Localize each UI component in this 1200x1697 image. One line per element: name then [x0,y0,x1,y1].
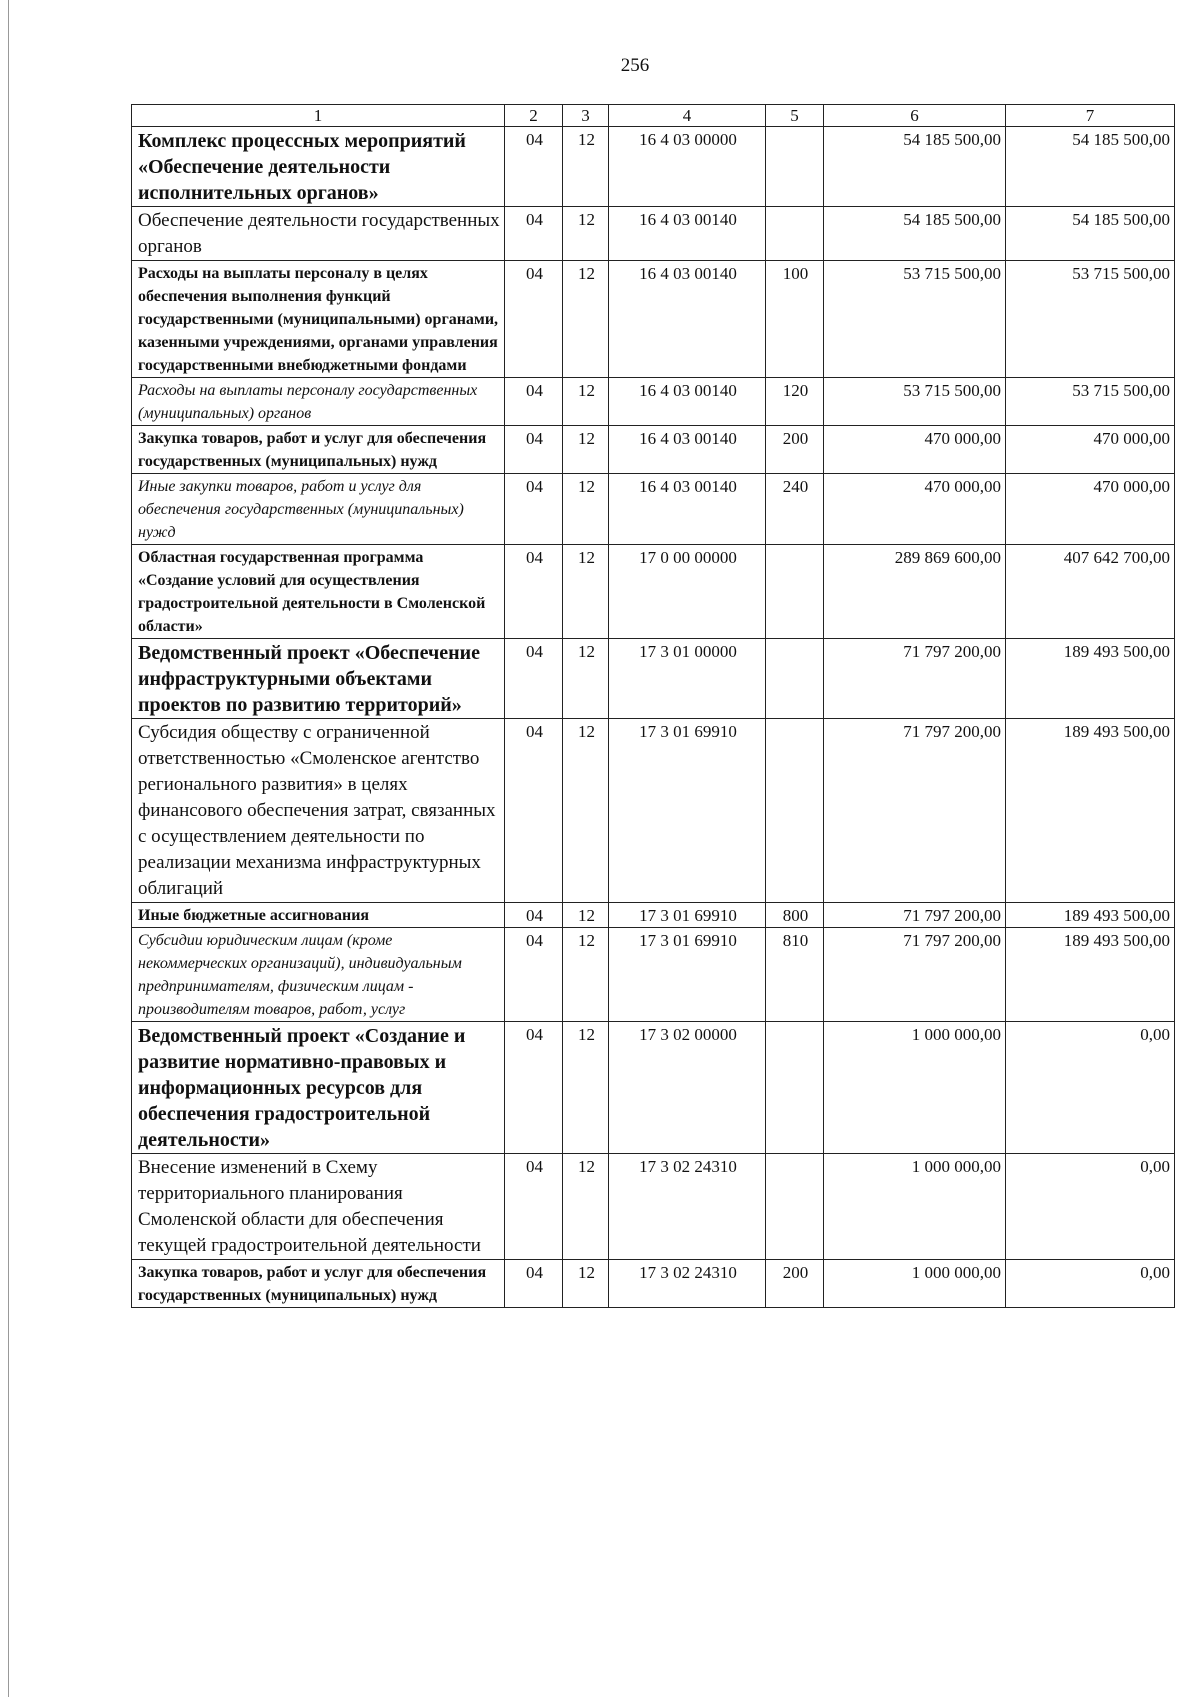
expense-type-cell [766,719,824,903]
amount-year2-cell: 53 715 500,00 [1006,378,1175,426]
amount-year1-cell: 53 715 500,00 [824,261,1006,378]
row-name-cell: Ведомственный проект «Создание и развитие нормативно-правовых и информационных ресурсов для обеспечения градостроительной деятельности» [132,1022,505,1154]
amount-year2-cell: 407 642 700,00 [1006,545,1175,639]
column-header: 2 [505,105,563,127]
section-code-cell: 04 [505,719,563,903]
table-row [132,1260,1175,1308]
target-article-cell: 16 4 03 00140 [609,261,766,378]
expense-type-cell: 200 [766,426,824,474]
section-code-cell: 04 [505,1260,563,1308]
column-number-row [132,105,1175,127]
table-row [132,207,1175,261]
amount-year1-cell: 54 185 500,00 [824,207,1006,261]
subsection-code-cell: 12 [563,127,609,207]
row-name-cell: Комплекс процессных мероприятий «Обеспечение деятельности исполнительных органов» [132,127,505,207]
table-row [132,1154,1175,1260]
row-name-cell: Закупка товаров, работ и услуг для обеспечения государственных (муниципальных) нужд [132,426,505,474]
amount-year1-cell: 1 000 000,00 [824,1260,1006,1308]
column-header: 7 [1006,105,1175,127]
subsection-code-cell: 12 [563,1260,609,1308]
target-article-cell: 17 3 02 00000 [609,1022,766,1154]
column-header: 5 [766,105,824,127]
expense-type-cell [766,207,824,261]
subsection-code-cell: 12 [563,474,609,545]
budget-table [131,104,1175,1308]
expense-type-cell [766,1022,824,1154]
row-name-cell: Расходы на выплаты персоналу в целях обеспечения выполнения функций государственными (муниципальными) органами, казенными учреждениями, органами управления государственными внебюджетными фондами [132,261,505,378]
subsection-code-cell: 12 [563,719,609,903]
target-article-cell: 17 3 01 69910 [609,903,766,928]
expense-type-cell [766,545,824,639]
amount-year2-cell: 54 185 500,00 [1006,127,1175,207]
amount-year2-cell: 0,00 [1006,1022,1175,1154]
expense-type-cell: 120 [766,378,824,426]
amount-year2-cell: 54 185 500,00 [1006,207,1175,261]
expense-type-cell [766,127,824,207]
expense-type-cell: 200 [766,1260,824,1308]
section-code-cell: 04 [505,378,563,426]
subsection-code-cell: 12 [563,426,609,474]
table-row [132,261,1175,378]
subsection-code-cell: 12 [563,928,609,1022]
expense-type-cell: 800 [766,903,824,928]
left-margin-line [8,0,9,1697]
target-article-cell: 17 3 01 69910 [609,719,766,903]
section-code-cell: 04 [505,903,563,928]
row-name-cell: Расходы на выплаты персоналу государственных (муниципальных) органов [132,378,505,426]
table-row [132,426,1175,474]
table-row [132,378,1175,426]
amount-year1-cell: 1 000 000,00 [824,1154,1006,1260]
amount-year2-cell: 189 493 500,00 [1006,639,1175,719]
row-name-cell: Ведомственный проект «Обеспечение инфраструктурными объектами проектов по развитию территорий» [132,639,505,719]
table-row [132,127,1175,207]
column-header: 3 [563,105,609,127]
row-name-cell: Субсидия обществу с ограниченной ответственностью «Смоленское агентство регионального развития» в целях финансового обеспечения затрат, связанных с осуществлением деятельности по реализации механизма инфраструктурных облигаций [132,719,505,903]
section-code-cell: 04 [505,1154,563,1260]
row-name-cell: Областная государственная программа «Создание условий для осуществления градостроительной деятельности в Смоленской области» [132,545,505,639]
column-header: 4 [609,105,766,127]
row-name-cell: Субсидии юридическим лицам (кроме некоммерческих организаций), индивидуальным предпринимателям, физическим лицам - производителям товаров, работ, услуг [132,928,505,1022]
amount-year1-cell: 470 000,00 [824,426,1006,474]
subsection-code-cell: 12 [563,639,609,719]
section-code-cell: 04 [505,207,563,261]
section-code-cell: 04 [505,545,563,639]
amount-year1-cell: 289 869 600,00 [824,545,1006,639]
target-article-cell: 17 3 02 24310 [609,1260,766,1308]
amount-year1-cell: 71 797 200,00 [824,903,1006,928]
row-name-cell: Иные бюджетные ассигнования [132,903,505,928]
subsection-code-cell: 12 [563,261,609,378]
section-code-cell: 04 [505,1022,563,1154]
expense-type-cell: 810 [766,928,824,1022]
amount-year1-cell: 470 000,00 [824,474,1006,545]
amount-year1-cell: 1 000 000,00 [824,1022,1006,1154]
target-article-cell: 17 3 02 24310 [609,1154,766,1260]
row-name-cell: Иные закупки товаров, работ и услуг для обеспечения государственных (муниципальных) нужд [132,474,505,545]
section-code-cell: 04 [505,426,563,474]
subsection-code-cell: 12 [563,903,609,928]
column-header: 1 [132,105,505,127]
section-code-cell: 04 [505,474,563,545]
target-article-cell: 16 4 03 00140 [609,207,766,261]
amount-year1-cell: 53 715 500,00 [824,378,1006,426]
amount-year2-cell: 0,00 [1006,1154,1175,1260]
subsection-code-cell: 12 [563,545,609,639]
table-row [132,928,1175,1022]
table-row [132,545,1175,639]
table-row [132,474,1175,545]
amount-year1-cell: 54 185 500,00 [824,127,1006,207]
amount-year2-cell: 189 493 500,00 [1006,903,1175,928]
section-code-cell: 04 [505,639,563,719]
target-article-cell: 17 0 00 00000 [609,545,766,639]
target-article-cell: 16 4 03 00140 [609,474,766,545]
section-code-cell: 04 [505,261,563,378]
amount-year1-cell: 71 797 200,00 [824,639,1006,719]
amount-year2-cell: 470 000,00 [1006,474,1175,545]
expense-type-cell: 100 [766,261,824,378]
amount-year2-cell: 0,00 [1006,1260,1175,1308]
amount-year1-cell: 71 797 200,00 [824,719,1006,903]
row-name-cell: Внесение изменений в Схему территориального планирования Смоленской области для обеспечения текущей градостроительной деятельности [132,1154,505,1260]
amount-year2-cell: 189 493 500,00 [1006,928,1175,1022]
page-number: 256 [620,55,650,76]
expense-type-cell [766,1154,824,1260]
section-code-cell: 04 [505,127,563,207]
table-row [132,903,1175,928]
subsection-code-cell: 12 [563,1154,609,1260]
target-article-cell: 17 3 01 69910 [609,928,766,1022]
row-name-cell: Обеспечение деятельности государственных органов [132,207,505,261]
amount-year1-cell: 71 797 200,00 [824,928,1006,1022]
amount-year2-cell: 53 715 500,00 [1006,261,1175,378]
column-header: 6 [824,105,1006,127]
target-article-cell: 16 4 03 00140 [609,426,766,474]
target-article-cell: 17 3 01 00000 [609,639,766,719]
row-name-cell: Закупка товаров, работ и услуг для обеспечения государственных (муниципальных) нужд [132,1260,505,1308]
expense-type-cell: 240 [766,474,824,545]
table-body [132,127,1175,1308]
expense-type-cell [766,639,824,719]
subsection-code-cell: 12 [563,207,609,261]
amount-year2-cell: 470 000,00 [1006,426,1175,474]
target-article-cell: 16 4 03 00140 [609,378,766,426]
target-article-cell: 16 4 03 00000 [609,127,766,207]
section-code-cell: 04 [505,928,563,1022]
table-row [132,719,1175,903]
table-row [132,639,1175,719]
subsection-code-cell: 12 [563,378,609,426]
amount-year2-cell: 189 493 500,00 [1006,719,1175,903]
table-row [132,1022,1175,1154]
subsection-code-cell: 12 [563,1022,609,1154]
